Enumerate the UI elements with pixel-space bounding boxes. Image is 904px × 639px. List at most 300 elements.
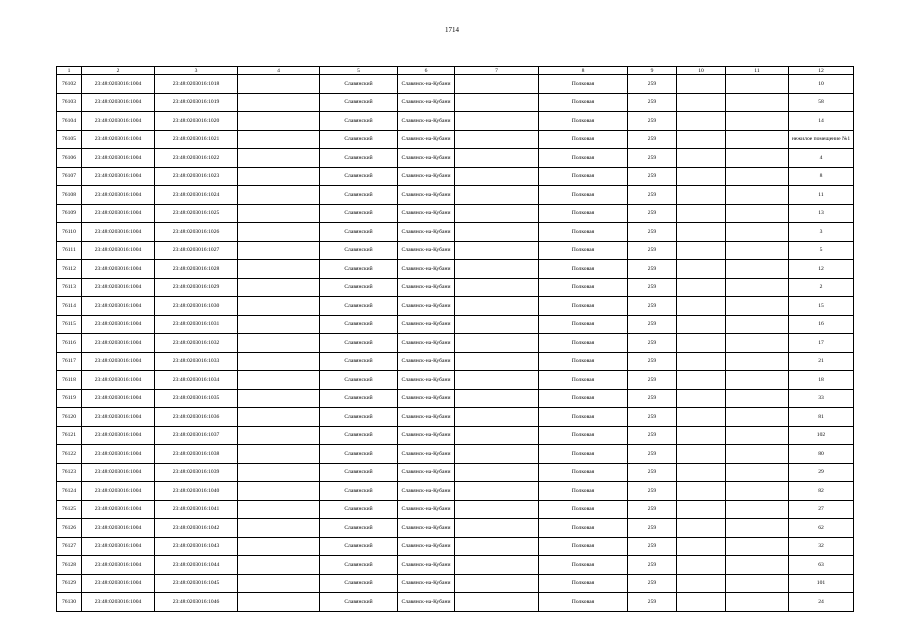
cell-district: Славянский	[320, 537, 398, 556]
cell-record-number: 76109	[57, 204, 82, 223]
column-header-10: 10	[677, 67, 726, 75]
cell-street: Полковая	[539, 260, 628, 279]
cell-street: Полковая	[539, 371, 628, 390]
cell-premises-number: 81	[789, 408, 854, 427]
cell-house-number: 259	[628, 149, 677, 168]
cell-house-number: 259	[628, 389, 677, 408]
header-row	[57, 67, 854, 75]
cell-premises-number: 8	[789, 167, 854, 186]
cell-col-10	[677, 260, 726, 279]
cell-house-number: 259	[628, 186, 677, 205]
column-header-1: 1	[57, 67, 82, 75]
table-row	[57, 593, 854, 612]
cell-city: Славянск-на-Кубани	[398, 204, 455, 223]
cell-street: Полковая	[539, 149, 628, 168]
cell-cadastral-number: 23:48:0203016:1031	[155, 315, 238, 334]
cell-district: Славянский	[320, 556, 398, 575]
cell-street: Полковая	[539, 241, 628, 260]
cell-premises-number: 101	[789, 574, 854, 593]
cell-cadastral-number: 23:48:0203016:1020	[155, 112, 238, 131]
cell-col-7	[455, 149, 539, 168]
cell-city: Славянск-на-Кубани	[398, 130, 455, 149]
cell-parent-cadastral-number: 23:48:0203016:1004	[82, 519, 155, 538]
cell-parent-cadastral-number: 23:48:0203016:1004	[82, 278, 155, 297]
cell-street: Полковая	[539, 204, 628, 223]
cell-record-number: 76130	[57, 593, 82, 612]
cell-cadastral-number: 23:48:0203016:1028	[155, 260, 238, 279]
cell-col-7	[455, 574, 539, 593]
cell-col-10	[677, 112, 726, 131]
cell-cadastral-number: 23:48:0203016:1027	[155, 241, 238, 260]
cell-district: Славянский	[320, 223, 398, 242]
cell-col-7	[455, 334, 539, 353]
table-row	[57, 389, 854, 408]
cell-col-10	[677, 593, 726, 612]
cell-col-7	[455, 593, 539, 612]
cell-parent-cadastral-number: 23:48:0203016:1004	[82, 389, 155, 408]
cell-house-number: 259	[628, 334, 677, 353]
cell-city: Славянск-на-Кубани	[398, 93, 455, 112]
cell-record-number: 76119	[57, 389, 82, 408]
cell-col-10	[677, 426, 726, 445]
cell-col-11	[726, 186, 789, 205]
cell-col-10	[677, 556, 726, 575]
cell-parent-cadastral-number: 23:48:0203016:1004	[82, 167, 155, 186]
cell-premises-number: 12	[789, 260, 854, 279]
cell-col-11	[726, 426, 789, 445]
cell-col-10	[677, 408, 726, 427]
cell-parent-cadastral-number: 23:48:0203016:1004	[82, 93, 155, 112]
cell-col-11	[726, 75, 789, 94]
cell-city: Славянск-на-Кубани	[398, 186, 455, 205]
cell-col-4	[238, 537, 320, 556]
cell-street: Полковая	[539, 574, 628, 593]
cell-parent-cadastral-number: 23:48:0203016:1004	[82, 130, 155, 149]
cell-col-11	[726, 593, 789, 612]
cell-street: Полковая	[539, 389, 628, 408]
cell-premises-number: 82	[789, 482, 854, 501]
column-header-9: 9	[628, 67, 677, 75]
cell-premises-number: 63	[789, 556, 854, 575]
cell-cadastral-number: 23:48:0203016:1024	[155, 186, 238, 205]
cell-col-7	[455, 112, 539, 131]
cell-col-10	[677, 297, 726, 316]
table-row	[57, 260, 854, 279]
cell-premises-number: 29	[789, 463, 854, 482]
cell-district: Славянский	[320, 463, 398, 482]
cell-street: Полковая	[539, 463, 628, 482]
cell-col-10	[677, 574, 726, 593]
cell-record-number: 76106	[57, 149, 82, 168]
cell-premises-number: 80	[789, 445, 854, 464]
column-header-4: 4	[238, 67, 320, 75]
cell-col-10	[677, 186, 726, 205]
cell-col-4	[238, 315, 320, 334]
cell-col-7	[455, 556, 539, 575]
cell-col-4	[238, 334, 320, 353]
table-row	[57, 500, 854, 519]
cell-parent-cadastral-number: 23:48:0203016:1004	[82, 75, 155, 94]
cell-parent-cadastral-number: 23:48:0203016:1004	[82, 574, 155, 593]
cell-col-11	[726, 556, 789, 575]
cell-parent-cadastral-number: 23:48:0203016:1004	[82, 112, 155, 131]
cell-premises-number: 15	[789, 297, 854, 316]
cell-col-4	[238, 408, 320, 427]
cell-house-number: 259	[628, 463, 677, 482]
cell-house-number: 259	[628, 445, 677, 464]
cell-house-number: 259	[628, 426, 677, 445]
table-body	[57, 75, 854, 612]
cell-col-7	[455, 93, 539, 112]
cell-house-number: 259	[628, 537, 677, 556]
cell-district: Славянский	[320, 315, 398, 334]
cell-district: Славянский	[320, 482, 398, 501]
cell-street: Полковая	[539, 426, 628, 445]
cell-col-7	[455, 426, 539, 445]
cell-premises-number: 14	[789, 112, 854, 131]
cell-col-10	[677, 463, 726, 482]
cell-city: Славянск-на-Кубани	[398, 260, 455, 279]
cell-col-10	[677, 130, 726, 149]
cell-col-11	[726, 500, 789, 519]
cell-parent-cadastral-number: 23:48:0203016:1004	[82, 556, 155, 575]
cell-col-4	[238, 426, 320, 445]
cell-city: Славянск-на-Кубани	[398, 426, 455, 445]
cell-street: Полковая	[539, 408, 628, 427]
table-row	[57, 149, 854, 168]
cell-street: Полковая	[539, 445, 628, 464]
cell-cadastral-number: 23:48:0203016:1045	[155, 574, 238, 593]
cell-house-number: 259	[628, 408, 677, 427]
cell-col-7	[455, 519, 539, 538]
cell-district: Славянский	[320, 574, 398, 593]
cell-parent-cadastral-number: 23:48:0203016:1004	[82, 315, 155, 334]
cell-col-7	[455, 167, 539, 186]
cell-premises-number: 21	[789, 352, 854, 371]
cell-parent-cadastral-number: 23:48:0203016:1004	[82, 593, 155, 612]
cell-col-11	[726, 389, 789, 408]
cell-city: Славянск-на-Кубани	[398, 445, 455, 464]
cell-record-number: 76124	[57, 482, 82, 501]
column-header-12: 12	[789, 67, 854, 75]
cell-col-10	[677, 371, 726, 390]
page-number: 1714	[445, 26, 459, 34]
cell-col-4	[238, 371, 320, 390]
cell-city: Славянск-на-Кубани	[398, 519, 455, 538]
cell-record-number: 76129	[57, 574, 82, 593]
table-row	[57, 315, 854, 334]
cell-col-4	[238, 297, 320, 316]
cell-record-number: 76127	[57, 537, 82, 556]
cell-col-7	[455, 186, 539, 205]
cell-col-11	[726, 278, 789, 297]
cell-house-number: 259	[628, 574, 677, 593]
cell-col-4	[238, 149, 320, 168]
cell-col-11	[726, 574, 789, 593]
cell-record-number: 76108	[57, 186, 82, 205]
cell-col-11	[726, 445, 789, 464]
cell-col-7	[455, 130, 539, 149]
table-row	[57, 297, 854, 316]
cell-cadastral-number: 23:48:0203016:1022	[155, 149, 238, 168]
cell-col-4	[238, 204, 320, 223]
cell-district: Славянский	[320, 297, 398, 316]
cell-cadastral-number: 23:48:0203016:1038	[155, 445, 238, 464]
cell-street: Полковая	[539, 500, 628, 519]
cell-col-10	[677, 241, 726, 260]
cell-city: Славянск-на-Кубани	[398, 278, 455, 297]
cell-street: Полковая	[539, 334, 628, 353]
cell-col-10	[677, 334, 726, 353]
cell-col-4	[238, 556, 320, 575]
table-row	[57, 445, 854, 464]
cell-house-number: 259	[628, 260, 677, 279]
cell-city: Славянск-на-Кубани	[398, 112, 455, 131]
table-row	[57, 93, 854, 112]
cell-house-number: 259	[628, 112, 677, 131]
table-row	[57, 426, 854, 445]
cell-col-10	[677, 389, 726, 408]
cell-city: Славянск-на-Кубани	[398, 297, 455, 316]
cell-parent-cadastral-number: 23:48:0203016:1004	[82, 463, 155, 482]
cell-street: Полковая	[539, 297, 628, 316]
cell-col-7	[455, 241, 539, 260]
cell-record-number: 76117	[57, 352, 82, 371]
cell-record-number: 76112	[57, 260, 82, 279]
cell-col-4	[238, 519, 320, 538]
cell-col-10	[677, 75, 726, 94]
cell-premises-number: 17	[789, 334, 854, 353]
cell-street: Полковая	[539, 482, 628, 501]
cell-cadastral-number: 23:48:0203016:1044	[155, 556, 238, 575]
cell-record-number: 76113	[57, 278, 82, 297]
cell-col-10	[677, 93, 726, 112]
cell-col-7	[455, 408, 539, 427]
cell-premises-number: 58	[789, 93, 854, 112]
cell-col-11	[726, 149, 789, 168]
cell-premises-number: 27	[789, 500, 854, 519]
cell-street: Полковая	[539, 556, 628, 575]
cell-district: Славянский	[320, 593, 398, 612]
cell-cadastral-number: 23:48:0203016:1032	[155, 334, 238, 353]
registry-table	[56, 66, 854, 612]
cell-house-number: 259	[628, 556, 677, 575]
cell-city: Славянск-на-Кубани	[398, 167, 455, 186]
cell-col-4	[238, 463, 320, 482]
cell-cadastral-number: 23:48:0203016:1030	[155, 297, 238, 316]
cell-col-11	[726, 204, 789, 223]
cell-house-number: 259	[628, 297, 677, 316]
cell-street: Полковая	[539, 167, 628, 186]
cell-col-10	[677, 204, 726, 223]
cell-street: Полковая	[539, 315, 628, 334]
cell-cadastral-number: 23:48:0203016:1043	[155, 537, 238, 556]
cell-parent-cadastral-number: 23:48:0203016:1004	[82, 500, 155, 519]
column-header-3: 3	[155, 67, 238, 75]
cell-district: Славянский	[320, 112, 398, 131]
cell-city: Славянск-на-Кубани	[398, 352, 455, 371]
cell-district: Славянский	[320, 149, 398, 168]
cell-city: Славянск-на-Кубани	[398, 408, 455, 427]
cell-col-10	[677, 278, 726, 297]
cell-col-7	[455, 315, 539, 334]
cell-record-number: 76121	[57, 426, 82, 445]
cell-district: Славянский	[320, 389, 398, 408]
cell-premises-number: 18	[789, 371, 854, 390]
cell-parent-cadastral-number: 23:48:0203016:1004	[82, 186, 155, 205]
column-header-7: 7	[455, 67, 539, 75]
cell-col-7	[455, 500, 539, 519]
cell-cadastral-number: 23:48:0203016:1018	[155, 75, 238, 94]
cell-parent-cadastral-number: 23:48:0203016:1004	[82, 241, 155, 260]
cell-house-number: 259	[628, 130, 677, 149]
cell-house-number: 259	[628, 371, 677, 390]
cell-district: Славянский	[320, 204, 398, 223]
cell-district: Славянский	[320, 130, 398, 149]
cell-parent-cadastral-number: 23:48:0203016:1004	[82, 445, 155, 464]
cell-record-number: 76103	[57, 93, 82, 112]
cell-street: Полковая	[539, 186, 628, 205]
cell-col-11	[726, 463, 789, 482]
cell-cadastral-number: 23:48:0203016:1025	[155, 204, 238, 223]
cell-premises-number: 32	[789, 537, 854, 556]
cell-col-4	[238, 352, 320, 371]
cell-col-7	[455, 537, 539, 556]
cell-district: Славянский	[320, 167, 398, 186]
cell-col-11	[726, 408, 789, 427]
cell-col-10	[677, 482, 726, 501]
table-row	[57, 167, 854, 186]
cell-district: Славянский	[320, 408, 398, 427]
column-header-6: 6	[398, 67, 455, 75]
cell-city: Славянск-на-Кубани	[398, 556, 455, 575]
cell-premises-number: 4	[789, 149, 854, 168]
cell-parent-cadastral-number: 23:48:0203016:1004	[82, 482, 155, 501]
table-row	[57, 463, 854, 482]
cell-premises-number: 102	[789, 426, 854, 445]
cell-city: Славянск-на-Кубани	[398, 223, 455, 242]
cell-premises-number: 16	[789, 315, 854, 334]
cell-col-4	[238, 260, 320, 279]
cell-street: Полковая	[539, 223, 628, 242]
cell-city: Славянск-на-Кубани	[398, 149, 455, 168]
cell-parent-cadastral-number: 23:48:0203016:1004	[82, 297, 155, 316]
cell-record-number: 76123	[57, 463, 82, 482]
cell-parent-cadastral-number: 23:48:0203016:1004	[82, 537, 155, 556]
cell-col-10	[677, 223, 726, 242]
cell-record-number: 76105	[57, 130, 82, 149]
cell-cadastral-number: 23:48:0203016:1034	[155, 371, 238, 390]
table-row	[57, 334, 854, 353]
cell-record-number: 76116	[57, 334, 82, 353]
cell-premises-number: 24	[789, 593, 854, 612]
cell-street: Полковая	[539, 278, 628, 297]
cell-city: Славянск-на-Кубани	[398, 482, 455, 501]
cell-cadastral-number: 23:48:0203016:1042	[155, 519, 238, 538]
cell-city: Славянск-на-Кубани	[398, 593, 455, 612]
table-row	[57, 574, 854, 593]
cell-record-number: 76120	[57, 408, 82, 427]
cell-house-number: 259	[628, 500, 677, 519]
cell-col-7	[455, 352, 539, 371]
cell-street: Полковая	[539, 352, 628, 371]
cell-house-number: 259	[628, 352, 677, 371]
cell-col-7	[455, 75, 539, 94]
cell-col-11	[726, 334, 789, 353]
cell-city: Славянск-на-Кубани	[398, 371, 455, 390]
cell-record-number: 76126	[57, 519, 82, 538]
cell-city: Славянск-на-Кубани	[398, 574, 455, 593]
cell-cadastral-number: 23:48:0203016:1019	[155, 93, 238, 112]
cell-col-4	[238, 112, 320, 131]
cell-premises-number: нежилое помещение №1	[789, 130, 854, 149]
cell-district: Славянский	[320, 426, 398, 445]
cell-district: Славянский	[320, 93, 398, 112]
cell-record-number: 76115	[57, 315, 82, 334]
cell-col-11	[726, 297, 789, 316]
cell-col-10	[677, 500, 726, 519]
cell-col-4	[238, 445, 320, 464]
cell-parent-cadastral-number: 23:48:0203016:1004	[82, 426, 155, 445]
cell-city: Славянск-на-Кубани	[398, 75, 455, 94]
table-row	[57, 278, 854, 297]
cell-col-4	[238, 278, 320, 297]
cell-cadastral-number: 23:48:0203016:1023	[155, 167, 238, 186]
cell-col-7	[455, 260, 539, 279]
cell-record-number: 76118	[57, 371, 82, 390]
cell-col-7	[455, 445, 539, 464]
cell-col-7	[455, 482, 539, 501]
cell-cadastral-number: 23:48:0203016:1040	[155, 482, 238, 501]
cell-col-4	[238, 500, 320, 519]
cell-district: Славянский	[320, 352, 398, 371]
cell-record-number: 76111	[57, 241, 82, 260]
cell-district: Славянский	[320, 334, 398, 353]
column-header-8: 8	[539, 67, 628, 75]
cell-record-number: 76122	[57, 445, 82, 464]
cell-house-number: 259	[628, 278, 677, 297]
cell-parent-cadastral-number: 23:48:0203016:1004	[82, 334, 155, 353]
column-header-2: 2	[82, 67, 155, 75]
cell-col-4	[238, 130, 320, 149]
cell-col-11	[726, 482, 789, 501]
cell-premises-number: 2	[789, 278, 854, 297]
cell-col-11	[726, 241, 789, 260]
table-row	[57, 241, 854, 260]
cell-street: Полковая	[539, 593, 628, 612]
cell-col-10	[677, 149, 726, 168]
cell-cadastral-number: 23:48:0203016:1036	[155, 408, 238, 427]
cell-city: Славянск-на-Кубани	[398, 315, 455, 334]
cell-house-number: 259	[628, 482, 677, 501]
cell-cadastral-number: 23:48:0203016:1021	[155, 130, 238, 149]
cell-parent-cadastral-number: 23:48:0203016:1004	[82, 371, 155, 390]
cell-col-11	[726, 223, 789, 242]
cell-street: Полковая	[539, 519, 628, 538]
cell-house-number: 259	[628, 241, 677, 260]
cell-col-7	[455, 204, 539, 223]
cell-district: Славянский	[320, 500, 398, 519]
cell-premises-number: 3	[789, 223, 854, 242]
cell-col-11	[726, 537, 789, 556]
cell-district: Славянский	[320, 371, 398, 390]
cell-house-number: 259	[628, 223, 677, 242]
table-row	[57, 186, 854, 205]
cell-parent-cadastral-number: 23:48:0203016:1004	[82, 408, 155, 427]
cell-street: Полковая	[539, 75, 628, 94]
cell-col-4	[238, 167, 320, 186]
cell-col-11	[726, 315, 789, 334]
